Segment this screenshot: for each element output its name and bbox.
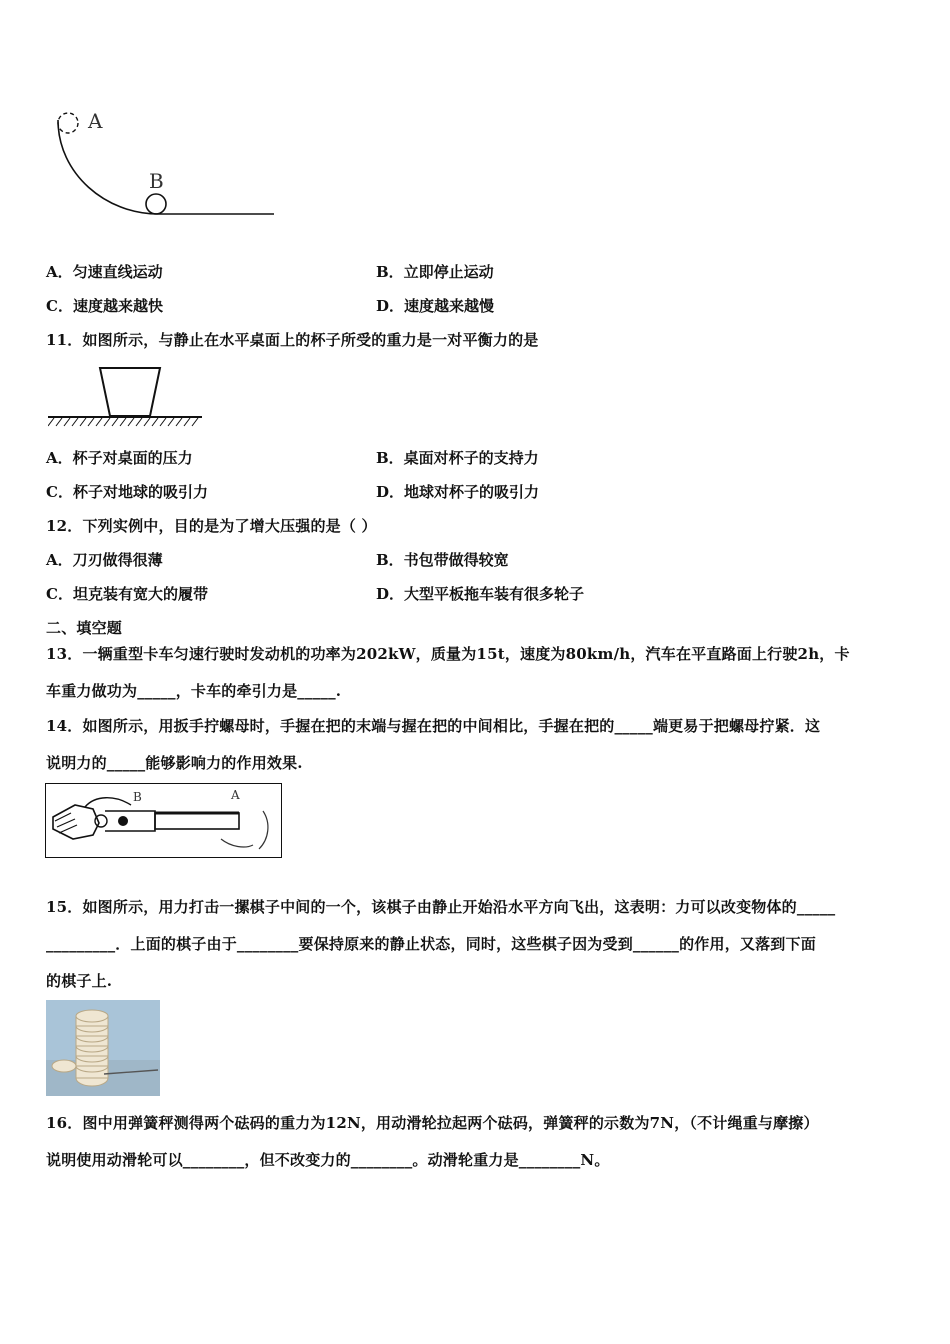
q10-option-c: C．速度越来越快: [46, 297, 163, 315]
wrench-figure: [45, 783, 283, 859]
curved-track-figure: [46, 104, 286, 224]
q15-line-2: _________．上面的棋子由于________要保持原来的静止状态，同时，这些棋子因为受到______的作用，又落到下面: [46, 935, 816, 953]
label-b: B: [133, 790, 142, 804]
chess-pieces-photo: [46, 1000, 160, 1096]
q12-option-a: A．刀刃做得很薄: [46, 551, 163, 569]
q12-option-b: B．书包带做得较宽: [376, 551, 509, 569]
q12-option-c: C．坦克装有宽大的履带: [46, 585, 208, 603]
label-a: A: [231, 788, 240, 802]
q12-option-d: D．大型平板拖车装有很多轮子: [376, 585, 585, 603]
q16-line-2: 说明使用动滑轮可以________，但不改变力的________。动滑轮重力是________N。: [46, 1151, 610, 1169]
q11-option-d: D．地球对杯子的吸引力: [376, 483, 540, 501]
q13-line-2: 车重力做功为_____，卡车的牵引力是_____.: [46, 682, 342, 700]
q10-option-b: B．立即停止运动: [376, 263, 494, 281]
q11-option-a: A．杯子对桌面的压力: [46, 449, 193, 467]
ball-b: [146, 194, 166, 214]
q11-option-c: C．杯子对地球的吸引力: [46, 483, 208, 501]
section-heading: 二、填空题: [46, 619, 123, 637]
q14-line-2: 说明力的_____能够影响力的作用效果.: [46, 754, 303, 772]
label-b: B: [149, 169, 164, 193]
q12-stem: 12．下列实例中，目的是为了增大压强的是（ ）: [46, 517, 377, 535]
q11-option-b: B．桌面对杯子的支持力: [376, 449, 539, 467]
label-a: A: [88, 109, 103, 133]
q10-option-d: D．速度越来越慢: [376, 297, 495, 315]
q15-line-3: 的棋子上.: [46, 972, 113, 990]
q15-line-1: 15．如图所示，用力打击一摞棋子中间的一个，该棋子由静止开始沿水平方向飞出，这表明：力可以改变物体的_____: [46, 898, 836, 916]
q13-line-1: 13．一辆重型卡车匀速行驶时发动机的功率为202kW，质量为15t，速度为80km/h，汽车在平直路面上行驶2h，卡: [46, 645, 850, 663]
q16-line-1: 16．图中用弹簧秤测得两个砝码的重力为12N，用动滑轮拉起两个砝码，弹簧秤的示数为7N，（不计绳重与摩擦）: [46, 1114, 819, 1132]
q14-line-1: 14．如图所示，用扳手拧螺母时，手握在把的末端与握在把的中间相比，手握在把的_____端更易于把螺母拧紧．这: [46, 717, 821, 735]
q11-stem: 11．如图所示，与静止在水平桌面上的杯子所受的重力是一对平衡力的是: [46, 331, 539, 349]
cup-on-table-figure: [48, 364, 208, 434]
q10-option-a: A．匀速直线运动: [46, 263, 163, 281]
ball-a: [58, 113, 78, 133]
